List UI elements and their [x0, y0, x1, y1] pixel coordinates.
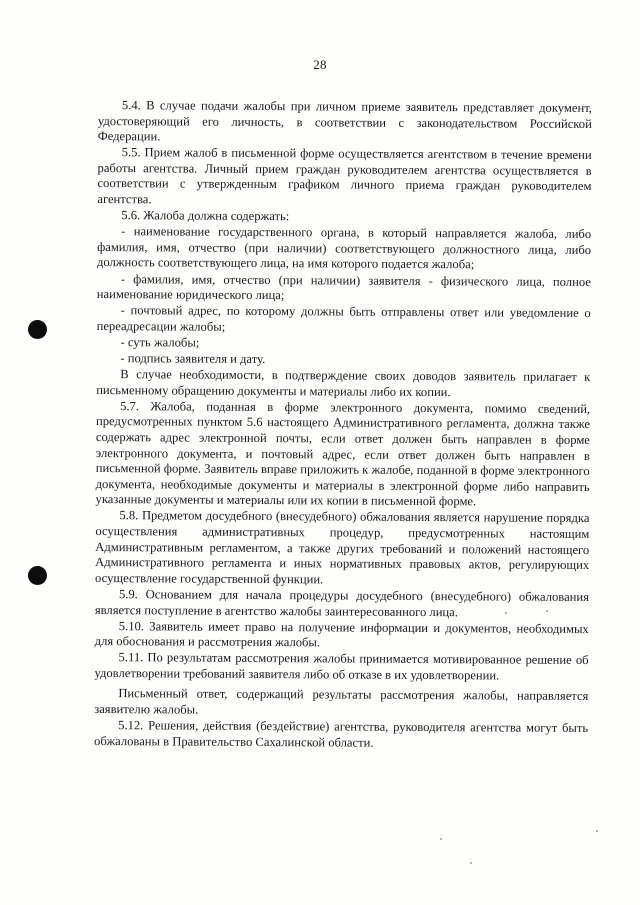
paragraph-5-5: 5.5. Прием жалоб в письменной форме осуществляется агентством в течение времени работы агентства. Личный прием граждан руководителем агентства осуществляется в соответствии с утвержденным графиком личного приема граждан руководителем агентства.: [97, 145, 592, 207]
document-body: [94, 98, 592, 753]
scan-speck: [596, 830, 598, 832]
punch-hole-upper: [28, 320, 47, 339]
scan-speck: [440, 838, 442, 840]
list-item-authority: - наименование государственного органа, в который направляется жалоба, либо фамилия, имя, отчество (при наличии) соответствующего должностного лица, либо должность соответствующего лица, на имя которого подается жалоба;: [96, 224, 592, 272]
paragraph-5-7: 5.7. Жалоба, поданная в форме электронного документа, помимо сведений, предусмотренных пунктом 5.6 настоящего Административного регламента, должна также содержать адрес электронной почты, если ответ должен быть направлен в форме электронного документа, и почтовый адрес, если ответ должен быть направлен в письменной форме. Заявитель вправе приложить к жалобе, поданной в форме электронного документа, необходимые документы и материалы в электронной форме либо направить указанные документы и материалы или их копии в письменной форме.: [95, 398, 591, 509]
list-item-signature: - подпись заявителя и дату.: [120, 351, 266, 367]
scan-speck: [546, 610, 548, 612]
paragraph-5-12: 5.12. Решения, действия (бездействие) агентства, руководителя агентства могут быть обжалованы в Правительство Сахалинской области.: [94, 718, 589, 750]
list-item-postal-address: - почтовый адрес, по которому должны быть отправлены ответ или уведомление о переадресации жалобы;: [96, 303, 591, 334]
paragraph-attachments: В случае необходимости, в подтверждение своих доводов заявитель прилагает к письменному обращению документы и материалы либо их копии.: [96, 367, 591, 399]
paragraph-5-8: 5.8. Предметом досудебного (внесудебного) обжалования является нарушение порядка осуществления административных процедур, предусмотренных настоящим Административным регламентом, а также других требований и положений настоящего Административного регламента и иных нормативных правовых актов, регулирующих осуществление государственной функции.: [95, 508, 590, 587]
list-item-essence: - суть жалобы;: [120, 335, 200, 350]
paragraph-5-10: 5.10. Заявитель имеет право на получение информации и документов, необходимых для обоснования и рассмотрения жалобы.: [94, 618, 589, 650]
paragraph-written-answer: Письменный ответ, содержащий результаты рассмотрения жалобы, направляется заявителю жалобы.: [94, 686, 589, 717]
list-item-applicant-name: - фамилия, имя, отчество (при наличии) заявителя - физического лица, полное наименование юридического лица;: [96, 271, 591, 303]
scan-speck: [470, 862, 472, 864]
paragraph-5-6: 5.6. Жалоба должна содержать:: [121, 208, 290, 224]
page-number: 28: [313, 57, 327, 72]
paragraph-5-4: 5.4. В случае подачи жалобы при личном приеме заявитель представляет документ, удостоверяющий его личность, в соответствии с законодательством Российской Федерации.: [97, 98, 592, 144]
paragraph-5-11: 5.11. По результатам рассмотрения жалобы принимается мотивированное решение об удовлетворении требований заявителя либо об отказе в их удовлетворении.: [94, 650, 589, 683]
paragraph-5-9: 5.9. Основанием для начала процедуры досудебного (внесудебного) обжалования является поступление в агентство жалобы заинтересованного лица.: [94, 587, 590, 619]
punch-hole-lower: [28, 566, 47, 585]
scan-speck: [505, 612, 507, 614]
